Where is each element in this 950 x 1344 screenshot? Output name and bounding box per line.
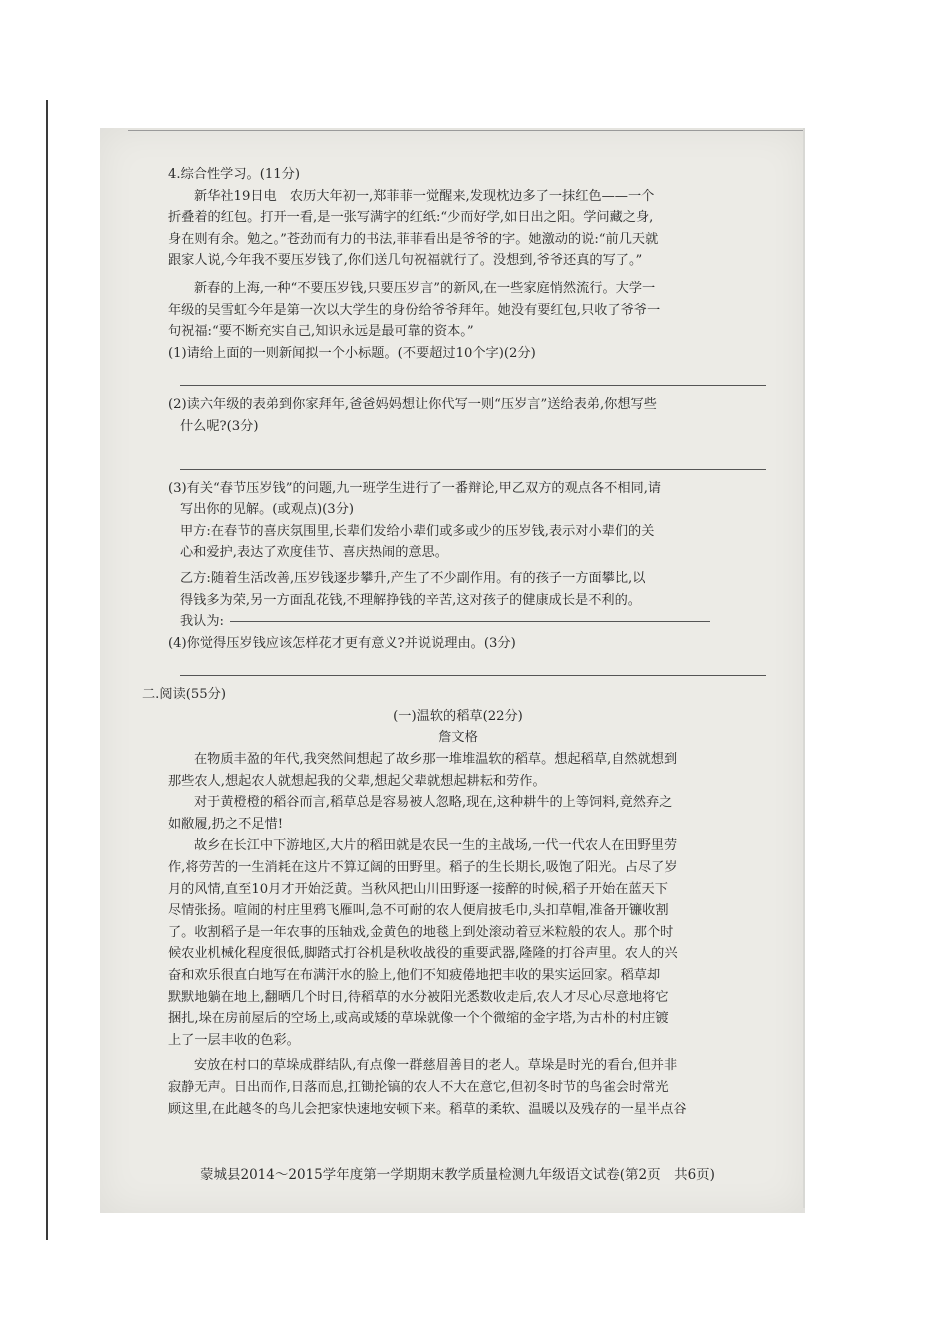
sheet-top-edge xyxy=(128,130,803,131)
passage-line: 默默地躺在地上,翻晒几个时日,待稻草的水分被阳光悉数收走后,农人才尽心尽意地将它 xyxy=(168,989,669,1005)
passage-line: 在物质丰盈的年代,我突然间想起了故乡那一堆堆温软的稻草。想起稻草,自然就想到 xyxy=(194,752,678,768)
news-line: 折叠着的红包。打开一看,是一张写满字的红纸:“少而好学,如日出之阳。学问藏之身, xyxy=(168,210,654,226)
news-line: 年级的吴雪虹今年是第一次以大学生的身份给爷爷拜年。她没有要红包,只收了爷爷一 xyxy=(168,302,661,318)
passage-line: 了。收割稻子是一年农事的压轴戏,金黄色的地毯上到处滚动着豆米粒般的农人。那个时 xyxy=(168,924,674,940)
passage-line: 那些农人,想起农人就想起我的父辈,想起父辈就想起耕耘和劳作。 xyxy=(168,773,546,789)
passage-line: 捆扎,垛在房前屋后的空场上,或高或矮的草垛就像一个个微缩的金字塔,为古朴的村庄镀 xyxy=(168,1011,669,1027)
exam-content xyxy=(142,164,788,1120)
passage-line: 故乡在长江中下游地区,大片的稻田就是农民一生的主战场,一代一代农人在田野里劳 xyxy=(194,838,678,854)
passage-line: 安放在村口的草垛成群结队,有点像一群慈眉善目的老人。草垛是时光的看台,但并非 xyxy=(194,1058,678,1074)
side-b-text: 乙方:随着生活改善,压岁钱逐步攀升,产生了不少副作用。有的孩子一方面攀比,以 xyxy=(180,570,646,586)
answer-line-2[interactable] xyxy=(180,469,766,470)
passage-line: 寂静无声。日出而作,日落而息,扛锄抡镐的农人不大在意它,但初冬时节的鸟雀会时常光 xyxy=(168,1079,669,1095)
q4-heading: 4.综合性学习。(11分) xyxy=(168,167,300,182)
reading-heading: 二.阅读(55分) xyxy=(142,687,227,703)
scan-left-edge xyxy=(46,100,48,1240)
sub-question-1: (1)请给上面的一则新闻拟一个小标题。(不要超过10个字)(2分) xyxy=(168,345,536,361)
news-line: 句祝福:“要不断充实自己,知识永远是最可靠的资本。” xyxy=(168,324,474,340)
answer-line-1[interactable] xyxy=(180,385,766,386)
sub-question-2-cont: 什么呢?(3分) xyxy=(180,418,259,434)
passage-line: 奋和欢乐很直白地写在布满汗水的脸上,他们不知疲倦地把丰收的果实运回家。稻草却 xyxy=(168,968,661,983)
news-line: 新春的上海,一种“不要压岁钱,只要压岁言”的新风,在一些家庭悄然流行。大学一 xyxy=(194,280,656,296)
passage-line: 月的风情,直至10月才开始泛黄。当秋风把山川田野逐一接醉的时候,稻子开始在蓝天下 xyxy=(168,881,668,897)
news-line: 新华社19日电 农历大年初一,郑菲菲一觉醒来,发现枕边多了一抹红色——一个 xyxy=(194,188,655,204)
answer-line-3[interactable] xyxy=(230,621,710,622)
passage-line: 顾这里,在此越冬的鸟儿会把家快速地安顿下来。稻草的柔软、温暖以及残存的一星半点谷 xyxy=(168,1101,687,1117)
passage-line: 作,将劳苦的一生消耗在这片不算辽阔的田野里。稻子的生长期长,吸饱了阳光。占尽了岁 xyxy=(168,860,678,876)
sub-question-4: (4)你觉得压岁钱应该怎样花才更有意义?并说说理由。(3分) xyxy=(168,635,516,651)
sub-question-2: (2)读六年级的表弟到你家拜年,爸爸妈妈想让你代写一则“压岁言”送给表弟,你想写些 xyxy=(168,397,657,413)
page-footer: 蒙城县2014～2015学年度第一学期期末教学质量检测九年级语文试卷(第2页 共6页) xyxy=(200,1167,715,1183)
side-a-text: 甲方:在春节的喜庆氛围里,长辈们发给小辈们或多或少的压岁钱,表示对小辈们的关 xyxy=(180,523,655,539)
passage-title: (一)温软的稻草(22分) xyxy=(393,708,523,724)
sub-question-3: (3)有关“春节压岁钱”的问题,九一班学生进行了一番辩论,甲乙双方的观点各不相同,请 xyxy=(168,480,662,496)
side-a-text: 心和爱护,表达了欢度佳节、喜庆热闹的意思。 xyxy=(180,545,448,561)
passage-line: 尽情张扬。喧闹的村庄里鸦飞雁叫,急不可耐的农人便肩披毛巾,头扣草帽,准备开镰收割 xyxy=(168,903,669,919)
passage-line: 上了一层丰收的色彩。 xyxy=(168,1032,300,1048)
sub-question-3-cont: 写出你的见解。(或观点)(3分) xyxy=(180,502,355,518)
news-line: 身在则有余。勉之。”苍劲而有力的书法,菲菲看出是爷爷的字。她激动的说:“前几天就 xyxy=(168,231,659,247)
passage-line: 对于黄橙橙的稻谷而言,稻草总是容易被人忽略,现在,这种耕牛的上等饲料,竟然弃之 xyxy=(194,795,673,811)
answer-line-4[interactable] xyxy=(180,675,766,676)
my-view-row xyxy=(168,611,788,633)
news-line: 跟家人说,今年我不要压岁钱了,你们送几句祝福就行了。没想到,爷爷还真的写了。” xyxy=(168,253,643,269)
passage-author: 詹文格 xyxy=(438,730,478,746)
sheet-right-edge xyxy=(803,128,805,1208)
side-b-text: 得钱多为荣,另一方面乱花钱,不理解挣钱的辛苦,这对孩子的健康成长是不利的。 xyxy=(180,592,641,608)
my-view-label: 我认为: xyxy=(180,614,225,630)
passage-line: 如敝履,扔之不足惜! xyxy=(168,816,283,832)
passage-line: 候农业机械化程度很低,脚踏式打谷机是秋收战役的重要武器,隆隆的打谷声里。农人的兴 xyxy=(168,946,678,962)
